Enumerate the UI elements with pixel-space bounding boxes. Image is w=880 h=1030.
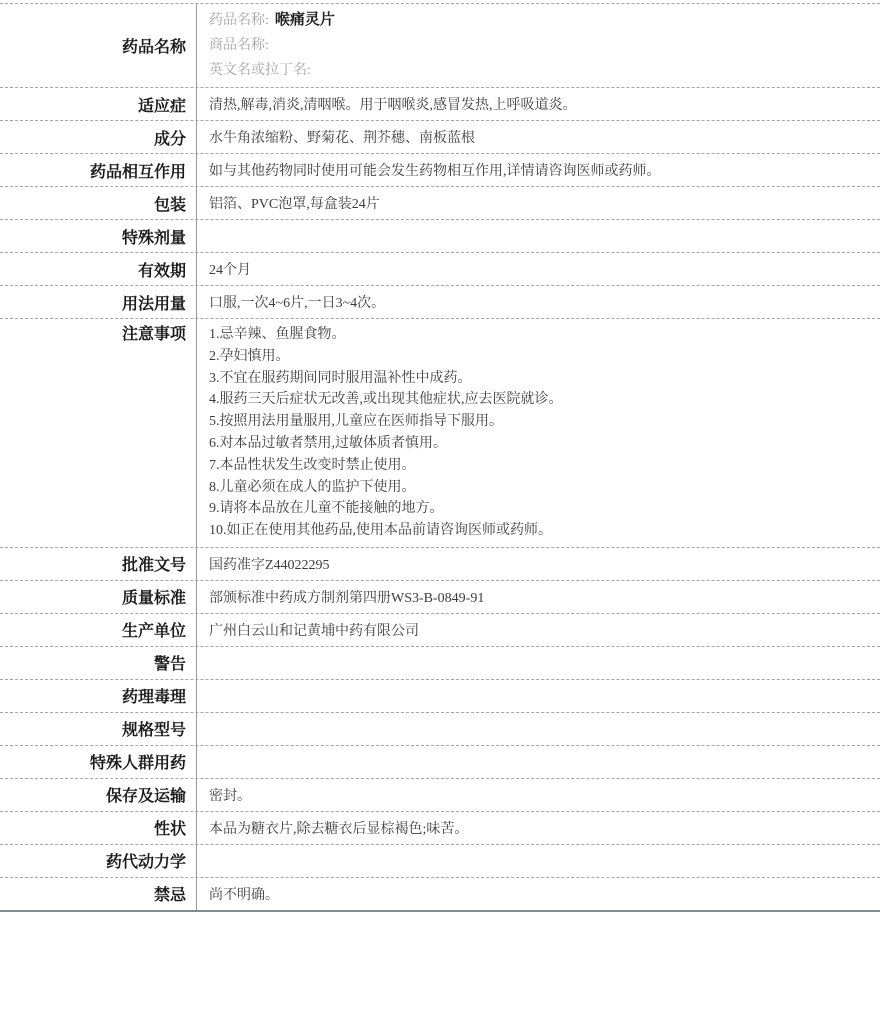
table-row	[0, 187, 880, 220]
row-content-text: 铝箔、PVC泡罩,每盒装24片	[209, 197, 380, 212]
trade-name-field	[209, 33, 275, 58]
table-row	[0, 121, 880, 154]
table-rows	[0, 88, 880, 910]
row-content	[197, 286, 880, 318]
row-label	[0, 187, 197, 219]
row-content-text: 广州白云山和记黄埔中药有限公司	[209, 623, 419, 639]
row-label	[0, 154, 197, 186]
row-label	[0, 878, 197, 910]
note-line: 5.按照用法用量服用,儿童应在医师指导下服用。	[209, 414, 503, 430]
row-label-text: 药品相互作用	[89, 163, 186, 181]
row-content	[197, 680, 880, 712]
row-content	[197, 253, 880, 285]
drug-info-table	[0, 3, 880, 912]
row-content	[197, 319, 880, 547]
row-content-text: 24个月	[209, 263, 251, 278]
row-content-text: 部颁标准中药成方制剂第四册WS3-B-0849-91	[209, 590, 485, 606]
field-prefix: 商品名称:	[209, 38, 269, 53]
row-label	[0, 548, 197, 580]
note-line: 8.儿童必须在成人的监护下使用。	[209, 479, 416, 495]
row-content	[197, 88, 880, 120]
table-row	[0, 88, 880, 121]
row-label-text: 药代动力学	[105, 854, 186, 872]
row-content	[197, 647, 880, 679]
row-label-text: 批准文号	[121, 557, 186, 575]
row-label-text: 特殊人群用药	[89, 755, 186, 773]
row-content	[197, 220, 880, 252]
table-row	[0, 548, 880, 581]
row-label	[0, 680, 197, 712]
table-row	[0, 812, 880, 845]
row-label-text: 药理毒理	[121, 689, 186, 707]
row-label	[0, 253, 197, 285]
table-row	[0, 878, 880, 910]
table-row	[0, 713, 880, 746]
table-row	[0, 680, 880, 713]
row-label-text: 保存及运输	[105, 788, 186, 806]
field-prefix: 药品名称:	[209, 13, 269, 28]
row-label	[0, 647, 197, 679]
row-label	[0, 319, 197, 547]
row-label-text: 警告	[153, 656, 186, 674]
table-row	[0, 746, 880, 779]
drug-name-field	[209, 8, 335, 33]
row-label	[0, 286, 197, 318]
table-row	[0, 614, 880, 647]
row-content	[197, 845, 880, 877]
row-label-text: 有效期	[137, 262, 186, 280]
note-line: 9.请将本品放在儿童不能接触的地方。	[209, 501, 444, 517]
row-label-text: 注意事项	[121, 326, 186, 343]
table-row	[0, 253, 880, 286]
note-line: 3.不宜在服药期间同时服用温补性中成药。	[209, 370, 472, 386]
row-label	[0, 614, 197, 646]
row-label	[0, 812, 197, 844]
row-label-text: 包装	[153, 196, 186, 214]
table-row	[0, 581, 880, 614]
row-label	[0, 845, 197, 877]
row-content	[197, 154, 880, 186]
field-prefix: 英文名或拉丁名:	[209, 63, 311, 78]
row-content	[197, 581, 880, 613]
row-content	[197, 746, 880, 778]
row-content	[197, 779, 880, 811]
row-label	[0, 581, 197, 613]
row-label	[0, 121, 197, 153]
row-label	[0, 4, 197, 87]
table-row	[0, 154, 880, 187]
row-content	[197, 614, 880, 646]
row-label-text: 生产单位	[121, 623, 186, 641]
row-content-text: 水牛角浓缩粉、野菊花、荆芥穗、南板蓝根	[209, 131, 475, 146]
row-label	[0, 88, 197, 120]
note-line: 1.忌辛辣、鱼腥食物。	[209, 327, 346, 342]
row-label-text: 特殊剂量	[121, 229, 186, 247]
english-name-field	[209, 58, 317, 83]
row-label-text: 用法用量	[121, 295, 186, 313]
row-content	[197, 4, 880, 87]
table-row	[0, 220, 880, 253]
note-line: 10.如正在使用其他药品,使用本品前请咨询医师或药师。	[209, 523, 552, 539]
note-line: 6.对本品过敏者禁用,过敏体质者慎用。	[209, 435, 447, 451]
row-label-text: 质量标准	[121, 590, 186, 608]
row-content-text: 国药准字Z44022295	[209, 557, 330, 573]
row-content-text: 尚不明确。	[209, 887, 279, 903]
row-content-text: 清热,解毒,消炎,清咽喉。用于咽喉炎,感冒发热,上呼吸道炎。	[209, 98, 577, 113]
table-row	[0, 319, 880, 548]
row-content	[197, 187, 880, 219]
row-label	[0, 779, 197, 811]
row-content-text: 密封。	[209, 788, 251, 804]
row-label	[0, 746, 197, 778]
table-row	[0, 647, 880, 680]
row-label-text: 适应症	[137, 97, 186, 115]
row-content	[197, 548, 880, 580]
row-label-text: 药品名称	[121, 39, 186, 56]
row-content-text: 口服,一次4~6片,一日3~4次。	[209, 296, 386, 311]
table-row-drug-name	[0, 4, 880, 88]
table-row	[0, 845, 880, 878]
row-content-text: 本品为糖衣片,除去糖衣后显棕褐色;味苦。	[209, 821, 469, 837]
row-content-text: 如与其他药物同时使用可能会发生药物相互作用,详情请咨询医师或药师。	[209, 164, 661, 179]
note-line: 7.本品性状发生改变时禁止使用。	[209, 457, 416, 473]
row-content	[197, 713, 880, 745]
row-content	[197, 812, 880, 844]
row-content	[197, 878, 880, 910]
row-content	[197, 121, 880, 153]
note-line: 2.孕妇慎用。	[209, 348, 290, 364]
drug-name-value: 喉痛灵片	[274, 12, 335, 28]
row-label-text: 规格型号	[121, 722, 186, 740]
table-row	[0, 779, 880, 812]
row-label	[0, 713, 197, 745]
table-row	[0, 286, 880, 319]
note-line: 4.服药三天后症状无改善,或出现其他症状,应去医院就诊。	[209, 392, 563, 408]
row-label-text: 性状	[153, 821, 186, 839]
row-label	[0, 220, 197, 252]
row-label-text: 禁忌	[153, 887, 186, 905]
row-label-text: 成分	[153, 130, 186, 148]
